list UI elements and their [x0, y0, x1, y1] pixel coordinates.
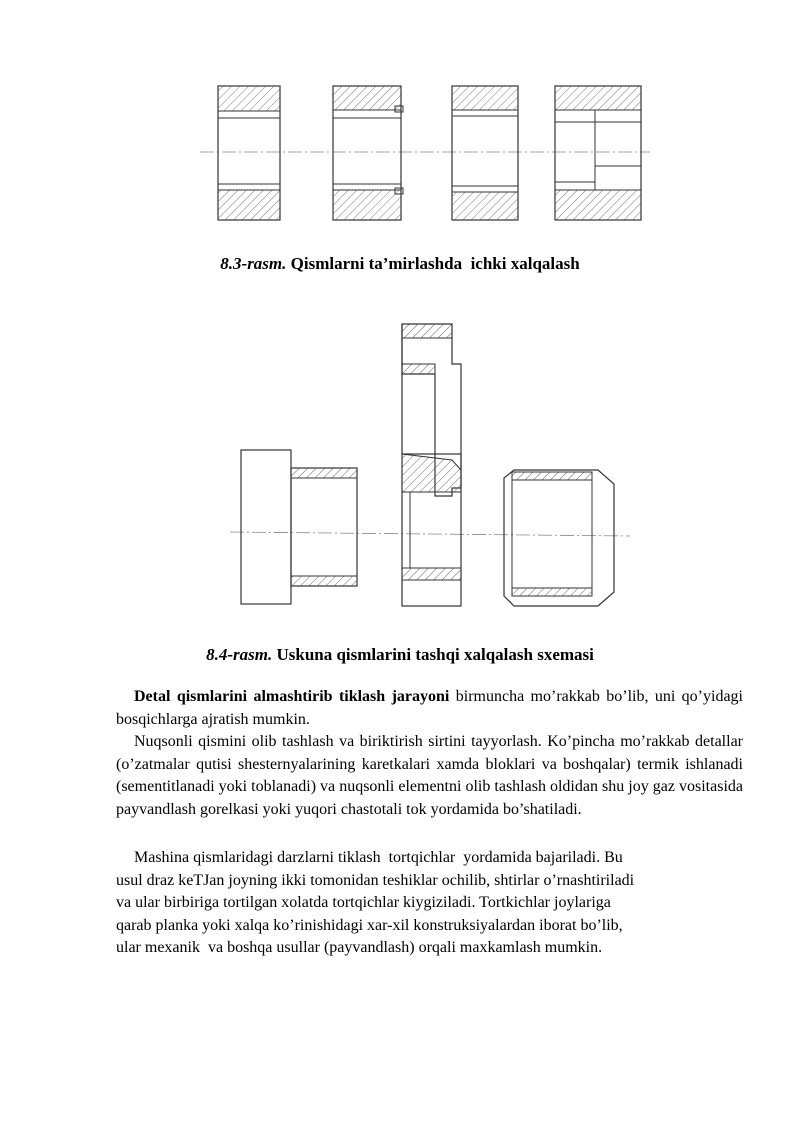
- paragraph-2: Nuqsonli qismini olib tashlash va biriktirish sirtini tayyorlash. Ko’pincha mo’rakkab detallar (o’zatmalar qutisi shesternyalarining karetkalari xamda bloklari va boshqalar) termik ishlanadi (sementitlanadi yoki toblanadi) va nuqsonli elementni olib tashlash oldidan shu joy gaz vositasida payvandlash gorelkasi yoki yuqori chastotali tok yordamida bo’shatiladi.: [116, 733, 743, 818]
- figure-8-3-caption: [0, 254, 800, 274]
- figure-8-4-title: Uskuna qismlarini tashqi xalqalash sxemasi: [276, 645, 594, 664]
- stepped-sleeve: [402, 324, 461, 606]
- figure-8-3-drawing: [195, 80, 655, 225]
- paragraph-3-line: usul draz keTJan joyning ikki tomonidan teshiklar ochilib, shtirlar o’rnashtiriladi: [116, 871, 635, 889]
- paragraph-3-line: qarab planka yoki xalqa ko’rinishidagi xar-xil konstruksiyalardan iborat bo’lib,: [116, 916, 623, 934]
- figure-8-4-drawing: [220, 318, 640, 618]
- bushing-part-3: [452, 86, 518, 220]
- paragraph-3-line: va ular birbiriga tortilgan xolatda tortqichlar kiygiziladi. Tortkichlar joylariga: [116, 894, 611, 911]
- paragraph-3: [116, 847, 743, 960]
- body-text: [116, 686, 743, 821]
- bushing-part-4: [555, 86, 641, 220]
- figure-8-3-title: Qismlarni ta’mirlashda ichki xalqalash: [290, 254, 580, 273]
- paragraph-1: [116, 686, 743, 731]
- paragraph-3-line: ular mexanik va boshqa usullar (payvandlash) orqali maxkamlash mumkin.: [116, 939, 603, 956]
- paragraph-1-bold: Detal qismlarini almashtirib tiklash jarayoni: [134, 688, 450, 705]
- bushing-part-1: [218, 86, 280, 220]
- figure-8-4-label: 8.4-rasm.: [206, 645, 273, 664]
- paragraph-1-rest: birmuncha mo’rakkab bo’lib, uni qo’yidagi bosqichlarga ajratish mumkin.: [116, 688, 744, 728]
- figure-8-4-caption: [0, 645, 800, 665]
- bushing-part-2: [333, 86, 403, 220]
- barrel-with-sleeve: [504, 470, 614, 606]
- shaft-with-ring: [241, 450, 357, 604]
- figure-8-3-label: 8.3-rasm.: [220, 254, 287, 273]
- paragraph-3-line: Mashina qismlaridagi darzlarni tiklash tortqichlar yordamida bajariladi. Bu: [134, 849, 623, 866]
